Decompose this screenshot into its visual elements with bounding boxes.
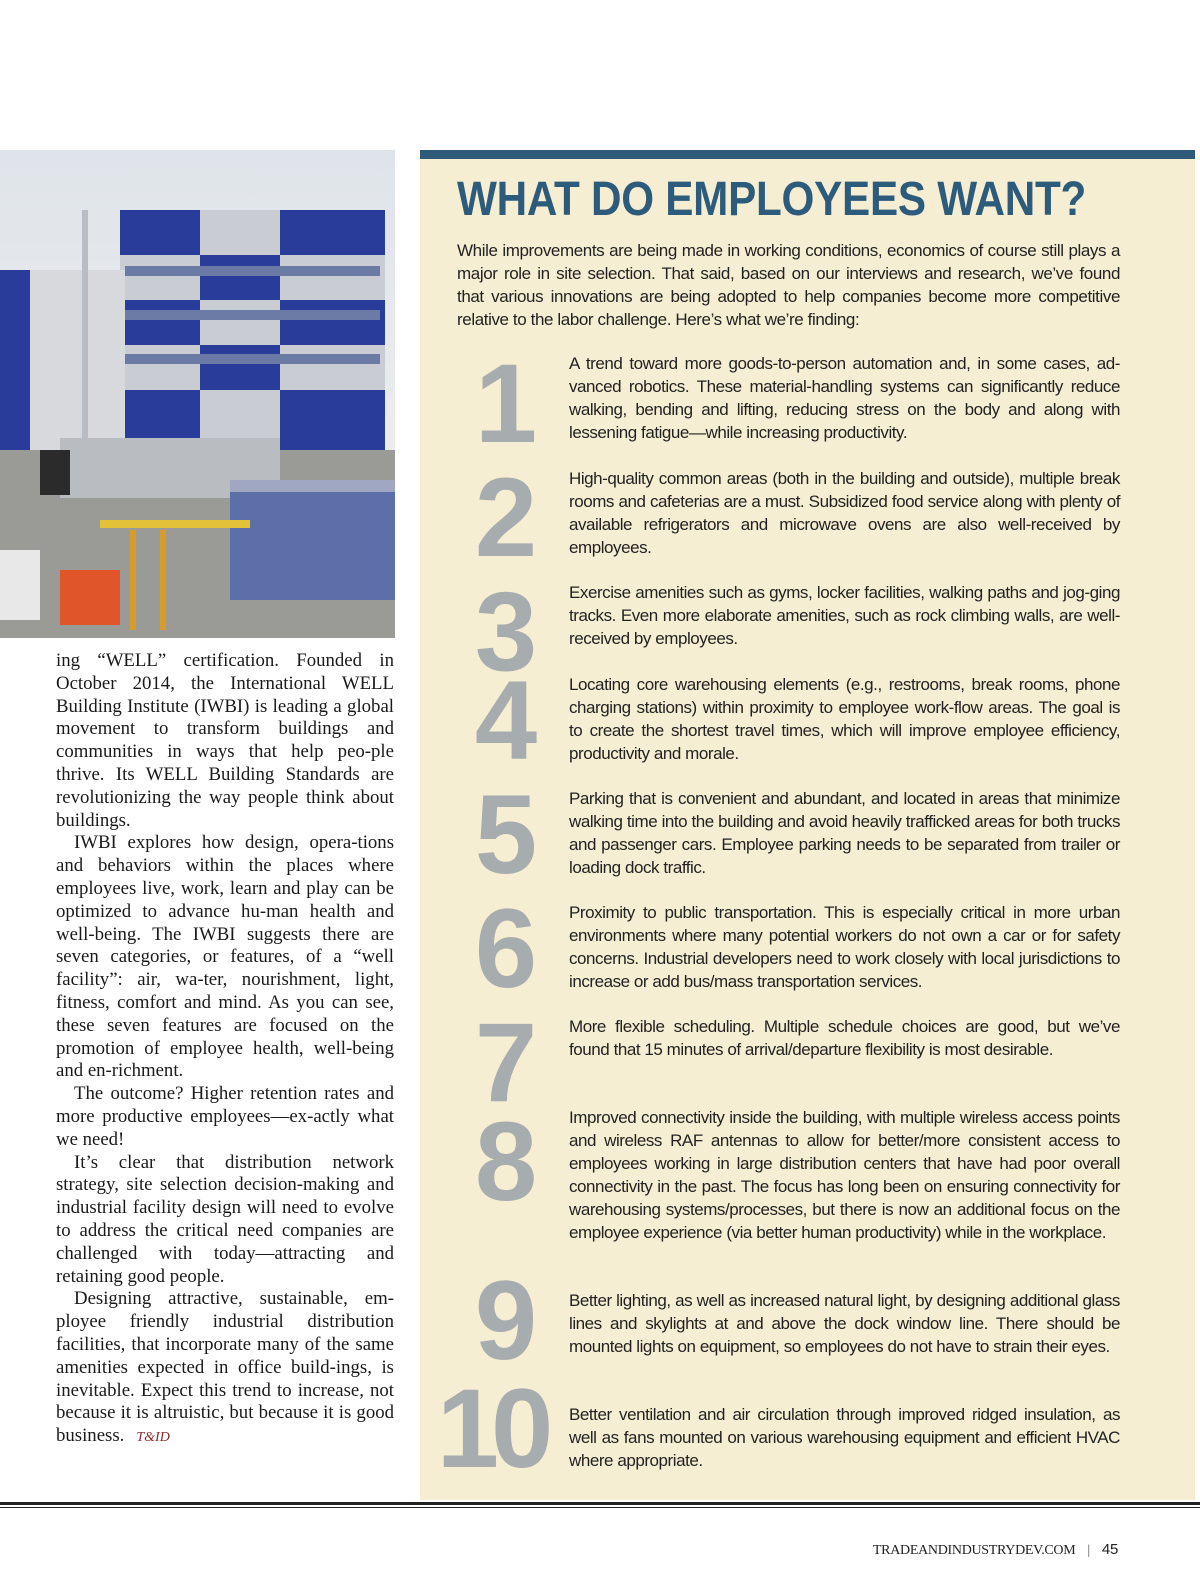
sidebar-box <box>420 150 1195 1500</box>
item-number: 5 <box>474 772 530 897</box>
item-text: Exercise amenities such as gyms, locker facilities, walking paths and jog-ging tracks. Even more elaborate amenities, such as rock climbing walls, are well-received by employees. <box>569 583 1120 648</box>
footer-site: TRADEANDINDUSTRYDEV.COM <box>872 1543 1076 1558</box>
article-paragraph: It’s clear that distribution network strategy, site selection decision-making and industrial facility design will need to evolve to address the critical need companies are challenged with today—attracting and retaining good people. <box>56 1151 394 1287</box>
article-paragraph-text: Designing attractive, sustainable, em-ployee friendly industrial distribution facilities, that incorporate many of the same amenities expected in office build-ings, is inevitable. Expect this trend to increase, not because it is altruistic, but because it is good business. <box>56 1288 394 1447</box>
item-text: Locating core warehousing elements (e.g., restrooms, break rooms, phone charging stations) within proximity to employee work-flow areas. The goal is to create the shortest travel times, which will improve employee efficiency, productivity and morale. <box>569 675 1120 763</box>
sidebar-intro: While improvements are being made in working conditions, economics of course still plays a major role in site selection. That said, based on our interviews and research, we’ve found that various innovations are being adopted to help companies become more competitive relative to the labor challenge. Here’s what we’re finding: <box>457 241 1120 329</box>
item-text: Proximity to public transportation. This is especially critical in more urban environments where many potential workers do not own a car or for safety concerns. Industrial developers need to work closely with local jurisdictions to increase or add bus/mass transportation services. <box>569 903 1120 991</box>
item-text: High-quality common areas (both in the building and outside), multiple break rooms and cafeterias are a must. Subsidized food service along with plenty of available refrigerators and microwave ovens are also well-received by employees. <box>569 469 1120 557</box>
footer-rule <box>0 1502 1200 1505</box>
sidebar-title: WHAT DO EMPLOYEES WANT? <box>457 173 1087 226</box>
item-text: A trend toward more goods-to-person automation and, in some cases, ad-vanced robotics. These material-handling systems can significantly reduce walking, bending and lifting, reducing stress on the body and along with lessening fatigue—while increasing productivity. <box>569 354 1120 442</box>
page-number: 45 <box>1101 1541 1118 1558</box>
item-text: More flexible scheduling. Multiple schedule choices are good, but we’ve found that 15 minutes of arrival/departure flexibility is most desirable. <box>569 1017 1120 1059</box>
footer-rule-thin <box>0 1507 1200 1508</box>
item-number: 3 <box>474 569 530 694</box>
article-column <box>56 650 394 1450</box>
page-footer <box>873 1541 1118 1559</box>
article-paragraph: The outcome? Higher retention rates and more productive employees—ex-actly what we need! <box>56 1083 394 1150</box>
item-text: Better lighting, as well as increased natural light, by designing additional glass lines and skylights at and above the dock window line. There should be mounted lights on equipment, so employees do not have to strain their eyes. <box>569 1291 1120 1356</box>
item-text: Better ventilation and air circulation through improved ridged insulation, as well as fans mounted on various warehousing equipment and efficient HVAC where appropriate. <box>569 1405 1120 1470</box>
item-number: 9 <box>474 1258 530 1383</box>
item-text: Parking that is convenient and abundant, and located in areas that minimize walking time into the building and avoid heavily trafficked areas for both trucks and passenger cars. Employee parking needs to be separated from trailer or loading dock traffic. <box>569 789 1120 877</box>
article-paragraph: IWBI explores how design, opera-tions and behaviors within the places where employees live, work, learn and play can be optimized to advance hu-man health and well-being. The IWBI suggests there are seven categories, or features, of a “well facility”: air, wa-ter, nourishment, light, fitness, comfort and mind. As you can see, these seven features are focused on the promotion of employee health, well-being and en-richment. <box>56 832 394 1082</box>
item-number: 1 <box>474 341 530 466</box>
footer-separator: | <box>1087 1543 1090 1558</box>
item-number: 10 <box>436 1366 546 1491</box>
item-text: Improved connectivity inside the building, with multiple wireless access points and wireless RAF antennas to allow for better/more consistent access to employees working in large distribution centers that have had poor overall connectivity in the past. The focus has long been on ensuring connectivity for warehousing systems/processes, but there is now an additional focus on the employee experience (via better human productivity) while in the workplace. <box>569 1108 1120 1242</box>
article-paragraph: ing “WELL” certification. Founded in October 2014, the International WELL Building Institute (IWBI) is leading a global movement to transform buildings and communities in ways that help peo-ple thrive. Its WELL Building Standards are revolutionizing the way people think about buildings. <box>56 650 394 831</box>
sidebar-top-rule <box>420 150 1195 159</box>
item-number: 4 <box>474 658 530 783</box>
item-number: 2 <box>474 455 530 580</box>
item-number: 7 <box>474 1000 530 1125</box>
warehouse-photo <box>0 150 395 638</box>
item-number: 6 <box>474 886 530 1011</box>
item-number: 8 <box>474 1099 530 1224</box>
article-paragraph-last <box>56 1288 394 1450</box>
end-mark-logo: T&ID <box>136 1430 170 1446</box>
